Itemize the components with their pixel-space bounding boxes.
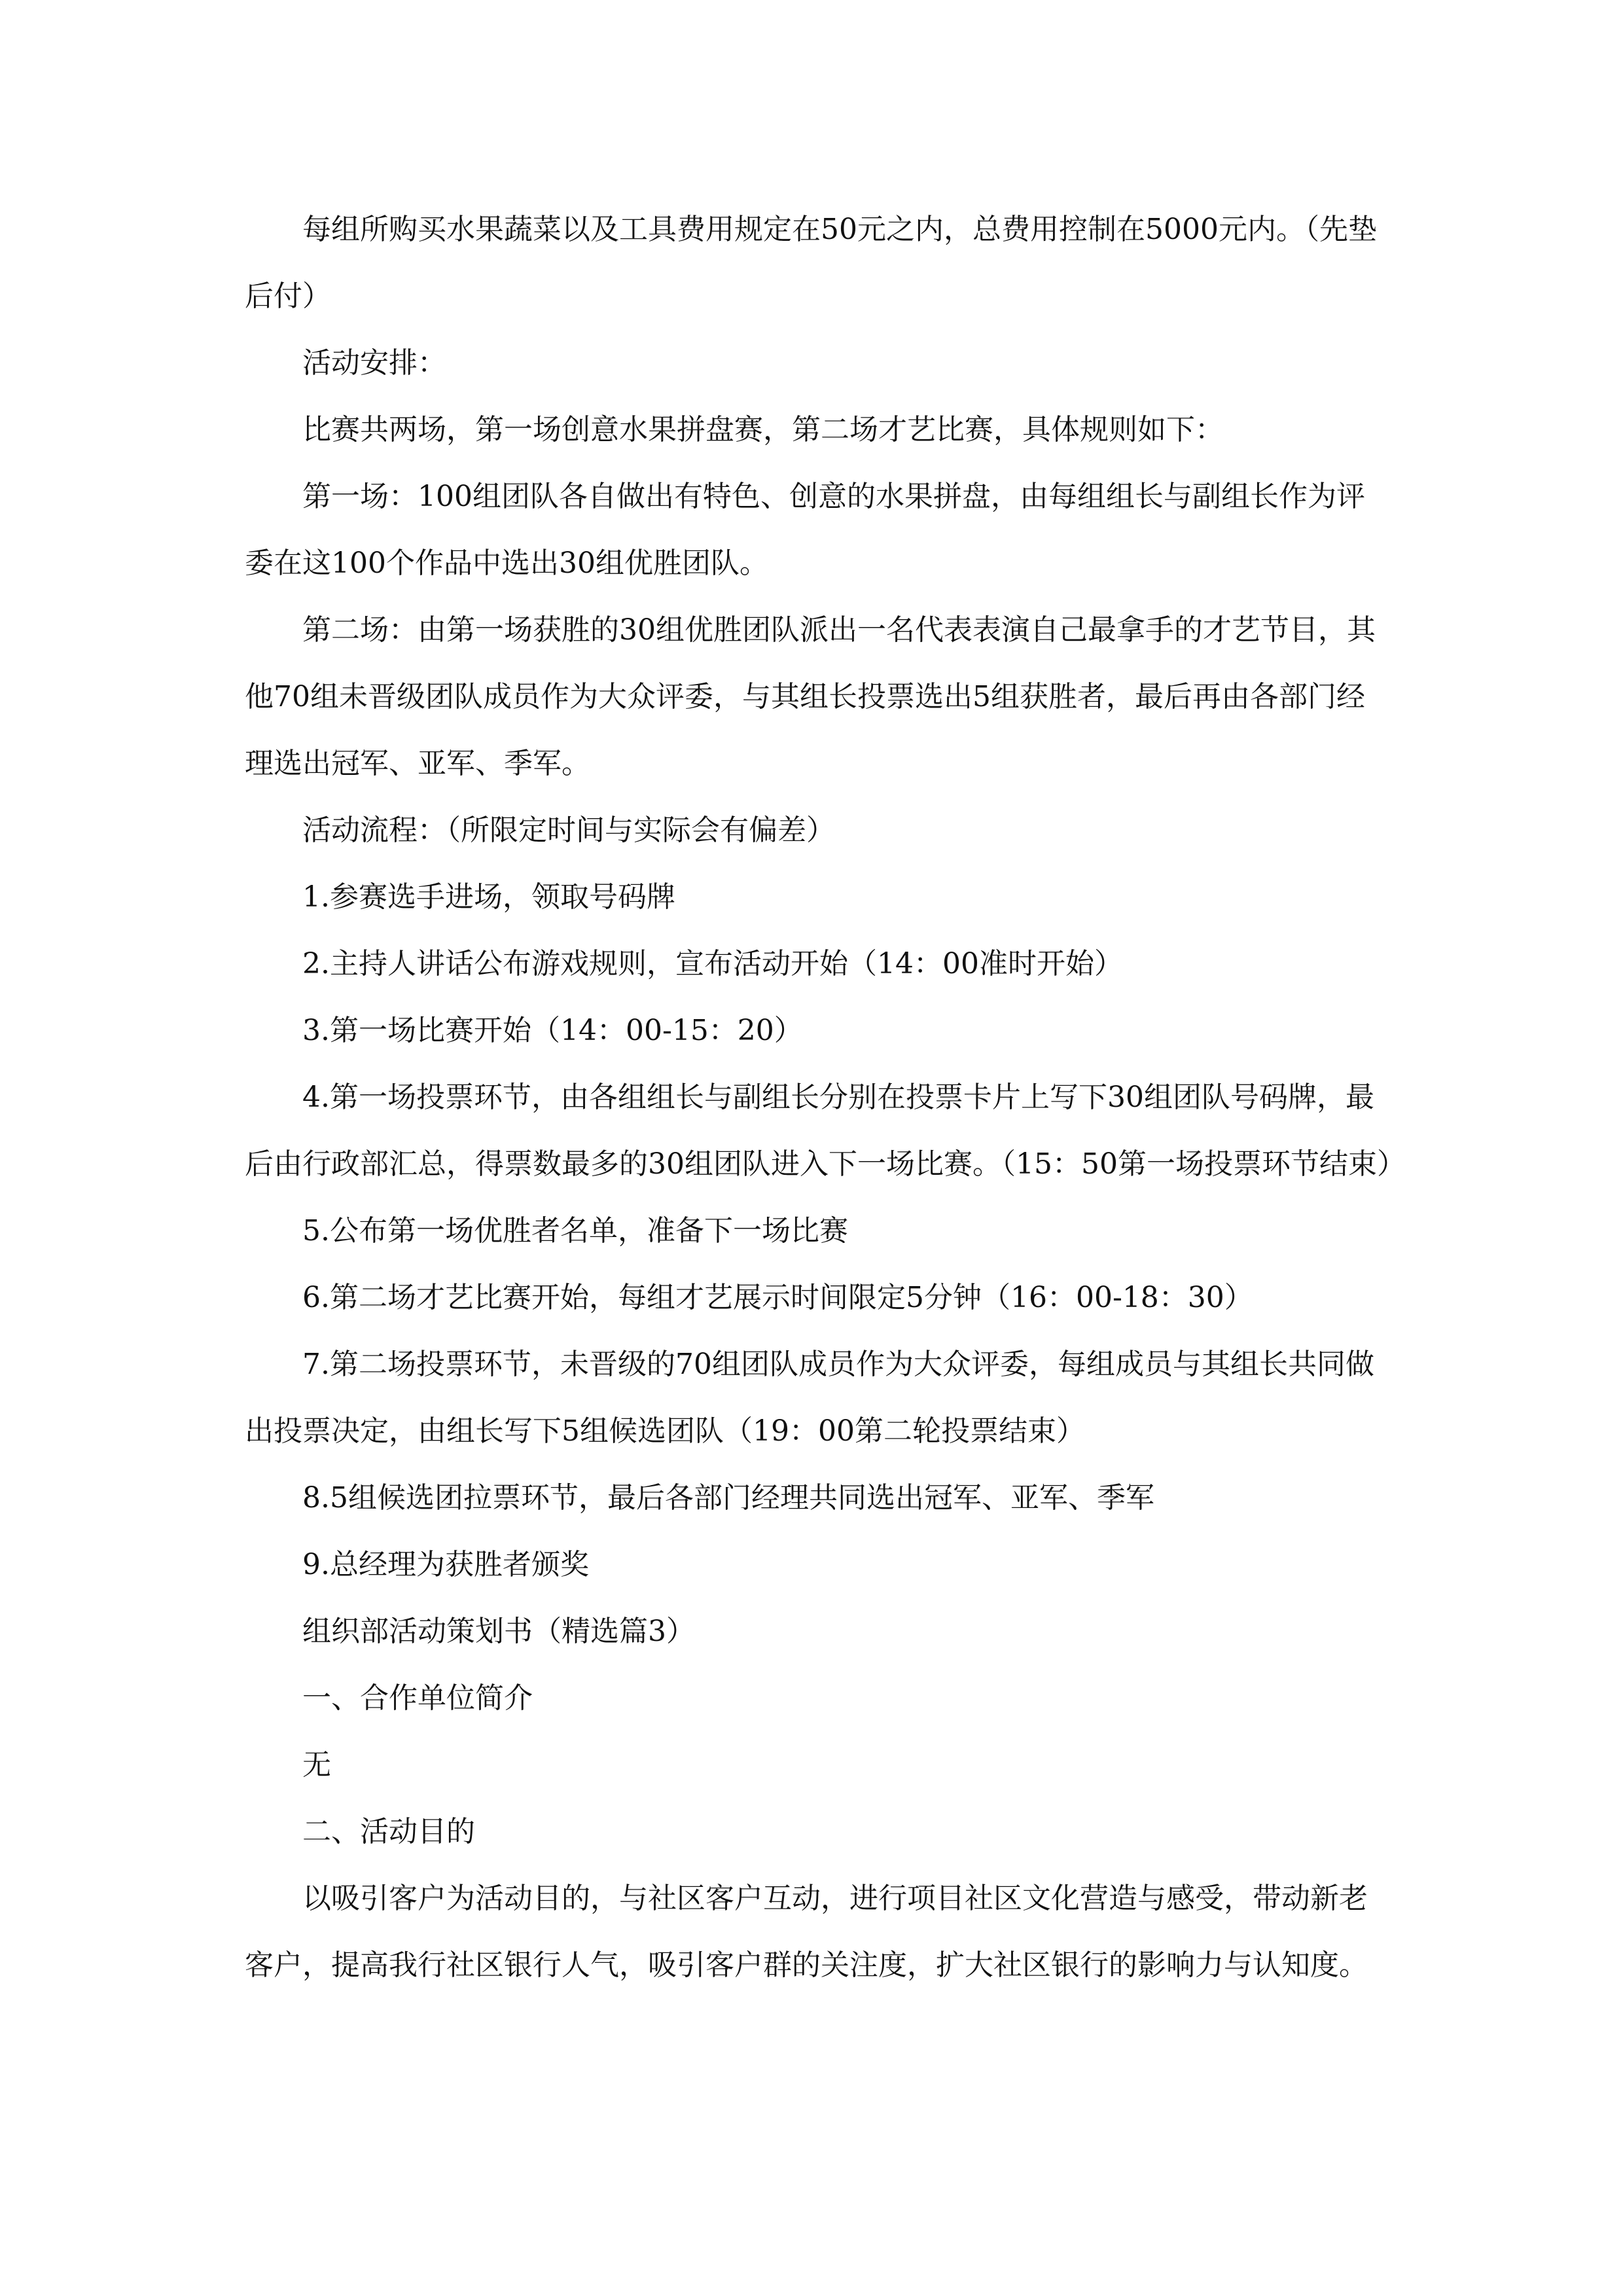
paragraph-activity-arrangement-heading: 活动安排： [302, 346, 446, 380]
paragraph-round-one: 第一场：100组团队各自做出有特色、创意的水果拼盘，由每组组长与副组长作为评委在这100个作品中选出30组优胜团队。 [245, 480, 1365, 580]
process-step-1: 1.参赛选手进场，领取号码牌 [302, 880, 675, 914]
heading-activity-purpose: 二、活动目的 [302, 1815, 475, 1848]
paragraph-round-two: 第二场：由第一场获胜的30组优胜团队派出一名代表表演自己最拿手的才艺节目，其他70组未晋级团队成员作为大众评委，与其组长投票选出5组获胜者，最后再由各部门经理选出冠军、亚军、季军。 [245, 613, 1376, 780]
process-step-2: 2.主持人讲话公布游戏规则，宣布活动开始（14：00准时开始） [302, 947, 1123, 980]
process-step-6: 6.第二场才艺比赛开始，每组才艺展示时间限定5分钟（16：00-18：30） [302, 1281, 1253, 1314]
process-step-9: 9.总经理为获胜者颁奖 [302, 1548, 589, 1581]
process-step-5: 5.公布第一场优胜者名单，准备下一场比赛 [302, 1214, 848, 1247]
paragraph-budget: 每组所购买水果蔬菜以及工具费用规定在50元之内，总费用控制在5000元内。（先垫后付） [245, 213, 1377, 313]
process-step-8: 8.5组候选团拉票环节，最后各部门经理共同选出冠军、亚军、季军 [302, 1481, 1154, 1515]
process-step-3: 3.第一场比赛开始（14：00-15：20） [302, 1014, 803, 1047]
heading-partner-intro: 一、合作单位简介 [302, 1681, 533, 1715]
paragraph-process-heading: 活动流程：（所限定时间与实际会有偏差） [302, 814, 835, 847]
paragraph-activity-purpose: 以吸引客户为活动目的，与社区客户互动，进行项目社区文化营造与感受，带动新老客户，提高我行社区银行人气，吸引客户群的关注度，扩大社区银行的影响力与认知度。 [245, 1882, 1368, 1982]
paragraph-competition-overview: 比赛共两场，第一场创意水果拼盘赛，第二场才艺比赛，具体规则如下： [302, 413, 1224, 446]
paragraph-partner-none: 无 [302, 1748, 331, 1782]
process-step-7: 7.第二场投票环节，未晋级的70组团队成员作为大众评委，每组成员与其组长共同做出投票决定，由组长写下5组候选团队（19：00第二轮投票结束） [245, 1348, 1374, 1448]
process-step-4: 4.第一场投票环节，由各组组长与副组长分别在投票卡片上写下30组团队号码牌，最后由行政部汇总，得票数最多的30组团队进入下一场比赛。（15：50第一场投票环节结束） [245, 1081, 1406, 1181]
document-body [245, 196, 1406, 1999]
section-title-plan-3: 组织部活动策划书（精选篇3） [302, 1615, 695, 1648]
